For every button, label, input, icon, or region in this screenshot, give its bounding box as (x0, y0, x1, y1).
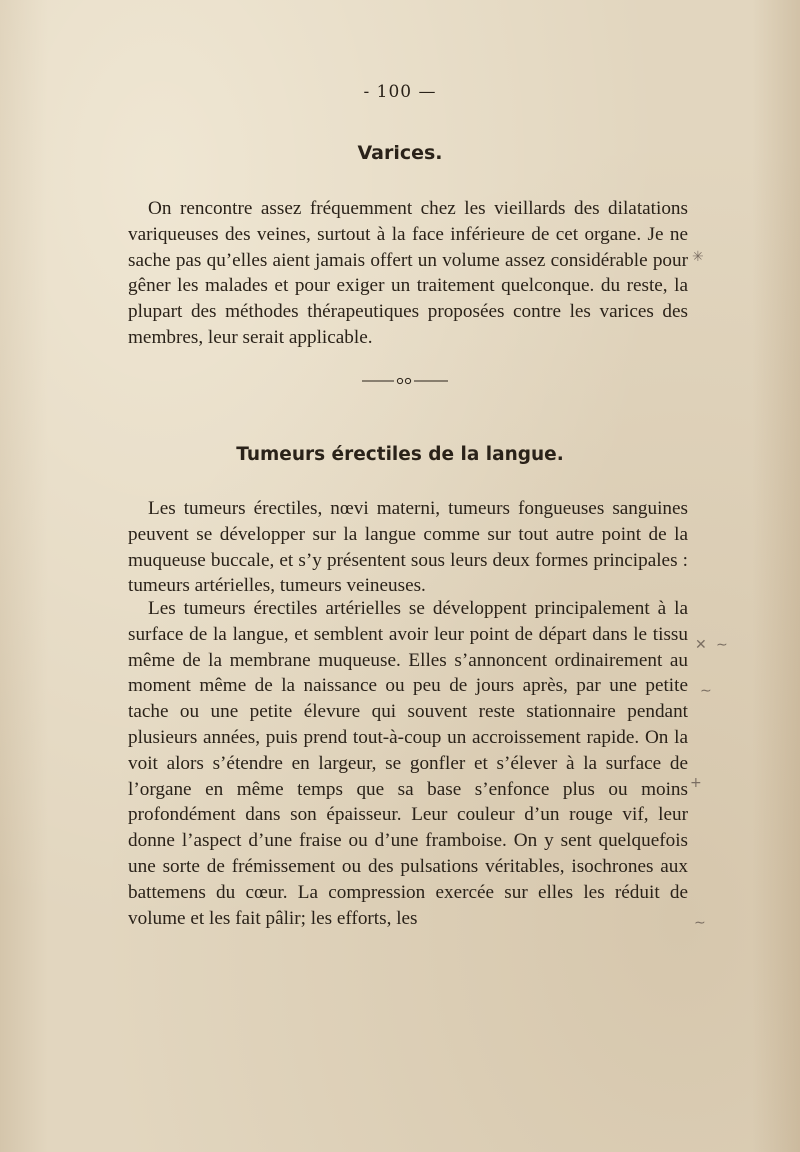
pencil-asterisk-mark: ✕ (695, 637, 707, 653)
section-title-varices: Varices. (357, 142, 443, 164)
pencil-tilde-mark: ∼ (716, 637, 728, 653)
pencil-cross-mark: + (690, 775, 702, 791)
paragraph-tumeurs-arterielles: Les tumeurs érectiles artérielles se développent principalement à la surface de la langue, et semblent avoir leur point de départ dans le tissu même de la membrane muqueuse. Elles s’annoncent ordinairement au moment même de la naissance ou peu de jours après, par une petite tache ou une petite élevure qui souvent reste stationnaire pendant plusieurs années, puis prend tout-à-coup un accroissement rapide. On la voit alors s’étendre en largeur, se gonfler et s’élever à la surface de l’organe en même temps que sa base s’enfonce plus ou moins profondément dans son épaisseur. Leur couleur d’un rouge vif, leur donne l’aspect d’une fraise ou d’une framboise. On y sent quelquefois une sorte de frémissement ou des pulsations véritables, isochrones aux battemens du cœur. La compression exercée sur elles les réduit de volume et les fait pâlir; les efforts, les (128, 598, 688, 929)
page-number: - 100 — (363, 82, 437, 102)
paragraph-tumeurs-intro: Les tumeurs érectiles, nœvi materni, tumeurs fongueuses sanguines peuvent se développer sur la langue comme sur tout autre point de la muqueuse buccale, et s’y présentent sous leurs deux formes principales : tumeurs artérielles, tumeurs veineuses. (128, 498, 688, 597)
paragraph-varices: On rencontre assez fréquemment chez les vieillards des dilatations variqueuses des veines, surtout à la face inférieure de cet organe. Je ne sache pas qu’elles aient jamais offert un volume assez considérable pour gêner les malades et pour exiger un traitement quelconque. du reste, la plupart des méthodes thérapeutiques proposées contre les varices des membres, leur serait applicable. (128, 198, 688, 348)
pencil-asterisk-mark: ✳ (692, 249, 704, 265)
pencil-tilde-mark: ∼ (694, 915, 706, 931)
pencil-tilde-mark: ∼ (700, 683, 712, 699)
section-divider (360, 376, 450, 386)
section-title-tumeurs: Tumeurs érectiles de la langue. (236, 444, 564, 465)
